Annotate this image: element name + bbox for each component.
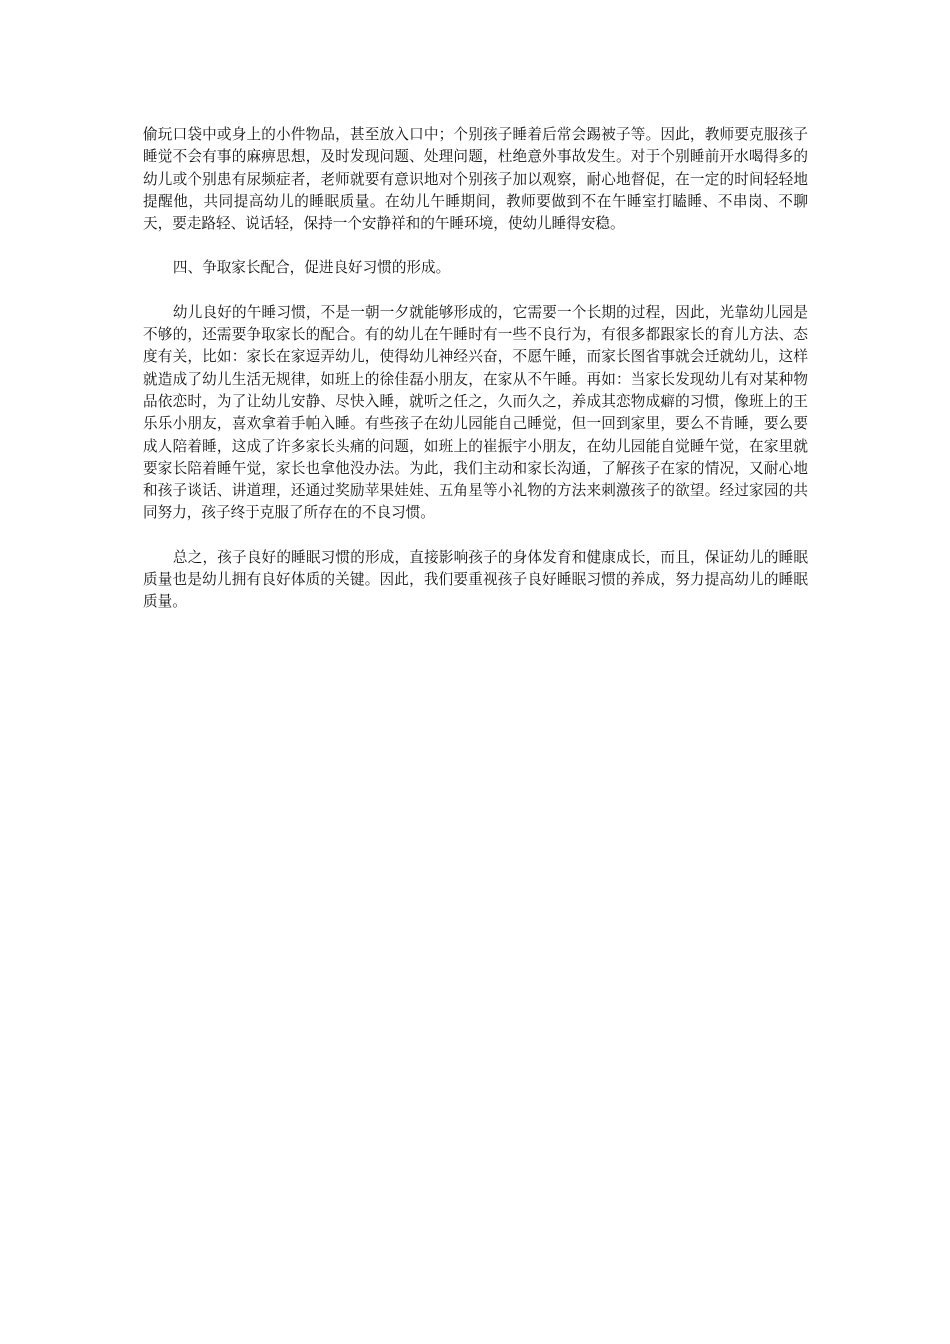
paragraph-parent-cooperation: 幼儿良好的午睡习惯，不是一朝一夕就能够形成的，它需要一个长期的过程，因此，光靠幼儿园是不够的，还需要争取家长的配合。有的幼儿在午睡时有一些不良行为，有很多都跟家长的育儿方法、态度有关，比如：家长在家逗弄幼儿，使得幼儿神经兴奋，不愿午睡，而家长图省事就会迁就幼儿，这样就造成了幼儿生活无规律，如班上的徐佳磊小朋友，在家从不午睡。再如：当家长发现幼儿有对某种物品依恋时，为了让幼儿安静、尽快入睡，就听之任之，久而久之，养成其恋物成癖的习惯，像班上的王乐乐小朋友，喜欢拿着手帕入睡。有些孩子在幼儿园能自己睡觉，但一回到家里，要么不肯睡，要么要成人陪着睡，这成了许多家长头痛的问题，如班上的崔振宇小朋友，在幼儿园能自觉睡午觉，在家里就要家长陪着睡午觉，家长也拿他没办法。为此，我们主动和家长沟通，了解孩子在家的情况，又耐心地和孩子谈话、讲道理，还通过奖励苹果娃娃、五角星等小礼物的方法来刺激孩子的欲望。经过家园的共同努力，孩子终于克服了所存在的不良习惯。	[143, 303, 808, 522]
paragraph-continuation: 偷玩口袋中或身上的小件物品，甚至放入口中；个别孩子睡着后常会踢被子等。因此，教师要克服孩子睡觉不会有事的麻痹思想，及时发现问题、处理问题，杜绝意外事故发生。对于个别睡前开水喝得多的幼儿或个别患有尿频症者，老师就要有意识地对个别孩子加以观察，耐心地督促，在一定的时间轻轻地提醒他，共同提高幼儿的睡眠质量。在幼儿午睡期间，教师要做到不在午睡室打瞌睡、不串岗、不聊天，要走路轻、说话轻，保持一个安静祥和的午睡环境，使幼儿睡得安稳。	[143, 126, 808, 233]
paragraph-spacer	[143, 525, 808, 547]
section-heading: 四、争取家长配合，促进良好习惯的形成。	[172, 259, 451, 277]
paragraph-spacer	[143, 235, 808, 257]
paragraph-spacer	[143, 280, 808, 302]
paragraph-conclusion: 总之，孩子良好的睡眠习惯的形成，直接影响孩子的身体发育和健康成长，而且，保证幼儿的睡眠质量也是幼儿拥有良好体质的关键。因此，我们要重视孩子良好睡眠习惯的养成，努力提高幼儿的睡眠质量。	[143, 548, 808, 611]
document-body	[143, 124, 808, 614]
